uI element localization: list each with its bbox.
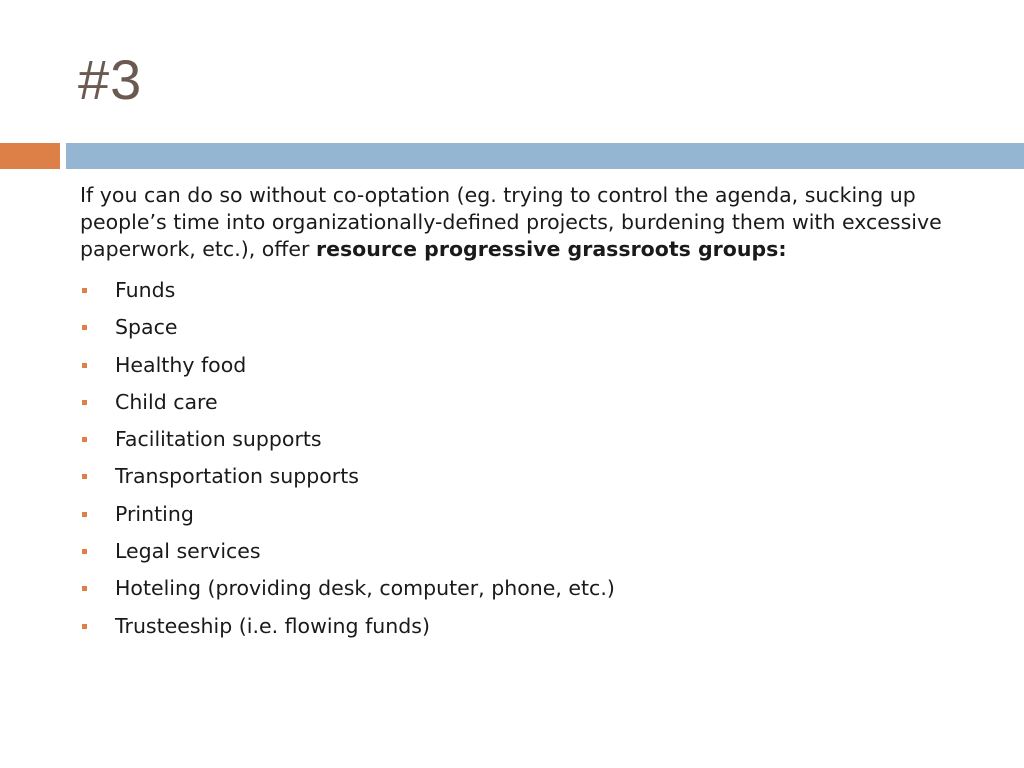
- bullet-text: Transportation supports: [115, 464, 359, 489]
- bullet-item: [80, 608, 960, 645]
- bullet-text: Printing: [115, 501, 194, 526]
- bullet-text: Legal services: [115, 539, 261, 564]
- square-bullet-icon: [82, 624, 87, 629]
- intro-paragraph: [80, 182, 960, 263]
- intro-bold-text: resource progressive grassroots groups: [315, 237, 779, 261]
- square-bullet-icon: [82, 474, 87, 479]
- bullet-item: [80, 421, 960, 458]
- square-bullet-icon: [82, 400, 87, 405]
- accent-bar-blue: [66, 143, 1024, 169]
- bullet-item: [80, 458, 960, 495]
- square-bullet-icon: [82, 363, 87, 368]
- square-bullet-icon: [82, 437, 87, 442]
- square-bullet-icon: [82, 549, 87, 554]
- bullet-item: [80, 347, 960, 384]
- slide-title: #3: [78, 48, 143, 111]
- slide-content: [80, 182, 960, 645]
- bullet-text: Child care: [115, 389, 218, 414]
- bullet-item: [80, 309, 960, 346]
- accent-bar-orange: [0, 143, 60, 169]
- square-bullet-icon: [82, 512, 87, 517]
- bullet-item: [80, 570, 960, 607]
- bullet-list: [80, 272, 960, 645]
- square-bullet-icon: [82, 325, 87, 330]
- bullet-text: Space: [115, 315, 178, 340]
- intro-end: :: [778, 237, 787, 261]
- bullet-text: Trusteeship (i.e. flowing funds): [115, 613, 430, 638]
- bullet-item: [80, 533, 960, 570]
- intro-text: If you can do so without co-optation (eg. trying to control the agenda, sucking up people’s time into organizationally-defined projects, burdening them with excessive paperwork, etc.), offer: [80, 183, 942, 261]
- bullet-item: [80, 384, 960, 421]
- bullet-text: Funds: [115, 278, 176, 302]
- bullet-text: Healthy food: [115, 352, 247, 377]
- bullet-item: [80, 496, 960, 533]
- bullet-text: Hoteling (providing desk, computer, phone, etc.): [115, 576, 615, 601]
- square-bullet-icon: [82, 586, 87, 591]
- bullet-item: [80, 272, 960, 309]
- square-bullet-icon: [82, 288, 87, 293]
- bullet-text: Facilitation supports: [115, 427, 322, 452]
